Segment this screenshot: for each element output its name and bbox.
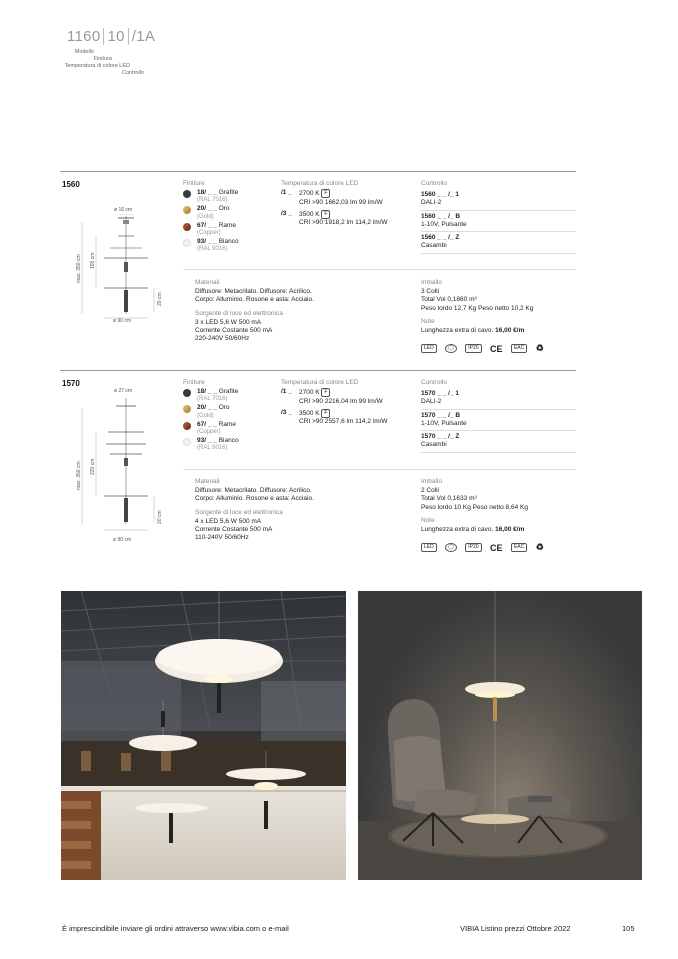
finish-sub: (RAL 7016): [197, 396, 228, 403]
materials-line: Corpo: Alluminio. Rosone e asta: Acciaio.: [195, 495, 314, 503]
source-line: Corrente Costante 500 mA: [195, 326, 273, 334]
materials-line: Diffusore: Metacrilato. Diffusore: Acrilico.: [195, 487, 312, 494]
recycle-icon: ♻: [535, 343, 544, 354]
pack-line: 3 Colli: [421, 288, 440, 295]
color-swatch: [183, 405, 191, 413]
led-title: Temperatura di colore LED: [281, 379, 359, 386]
finish-name: Oro: [218, 205, 230, 213]
dim-diameter-top: ø 27 cm: [114, 388, 133, 394]
footer-catalog: VIBIA Listino prezzi Ottobre 2022: [460, 924, 571, 933]
source-title: Sorgente di luce ed elettronica: [195, 508, 283, 516]
led-badge: LED: [421, 543, 437, 552]
color-swatch: [183, 389, 191, 397]
finish-option[interactable]: [183, 421, 278, 436]
bulb-icon: ◯: [445, 543, 457, 552]
control-desc: Casambi: [421, 441, 447, 449]
finish-name: Bianco: [218, 237, 239, 245]
source-line: 3 x LED 5,6 W 500 mA: [195, 318, 262, 326]
led-temp: 3500 K: [299, 410, 320, 418]
led-spec: CRI >90 2216,04 lm 99 lm/W: [299, 397, 383, 405]
product-model: 1560: [62, 180, 80, 189]
section-divider: [60, 171, 576, 172]
color-swatch: [183, 422, 191, 430]
dim-max-height: max. 350 cm: [76, 254, 82, 283]
control-desc: DALI-2: [421, 199, 442, 207]
led-temp: 2700 K: [299, 389, 320, 397]
control-code: 1570 _ _ /_ B: [421, 411, 461, 419]
finish-code: 18/ _ _: [197, 388, 217, 395]
led-option[interactable]: [281, 210, 416, 228]
finishes-title: Finiture: [183, 379, 205, 386]
color-swatch: [183, 190, 191, 198]
ip-badge: IP20: [465, 543, 481, 552]
led-title: Temperatura di colore LED: [281, 180, 359, 187]
dim-diameter-bottom: ø 90 cm: [113, 537, 132, 543]
dim-bottom: 20 cm: [157, 292, 163, 306]
energy-class-badge: F: [321, 388, 330, 397]
led-code: /3 _: [281, 209, 292, 217]
finish-name: Oro: [218, 404, 230, 412]
finish-sub: (RAL 9016): [197, 445, 228, 452]
finishes-title: Finiture: [183, 180, 205, 187]
recycle-icon: ♻: [535, 542, 544, 553]
led-option[interactable]: [281, 388, 416, 406]
source-line: 4 x LED 5,6 W 500 mA: [195, 517, 262, 525]
finish-name: Bianco: [218, 436, 239, 444]
led-option[interactable]: [281, 409, 416, 427]
color-swatch: [183, 438, 191, 446]
control-option[interactable]: [421, 211, 576, 233]
control-panel: [421, 379, 576, 453]
dim-bottom: 20 cm: [157, 510, 163, 524]
pack-title: Imballo: [421, 279, 442, 286]
led-spec: CRI >90 1662,03 lm 99 lm/W: [299, 198, 383, 206]
finishes-panel: [183, 180, 278, 254]
pack-line: Total Vol 0,1860 m³: [421, 296, 477, 304]
product-model: 1570: [62, 379, 80, 388]
certification-badges: [421, 539, 576, 557]
legend-label: Finitura: [93, 56, 112, 62]
certification-badges: [421, 340, 576, 358]
led-code: /3 _: [281, 408, 292, 416]
finish-code: 93/ _ _: [197, 436, 217, 444]
control-option[interactable]: [421, 189, 576, 211]
armchair-photo: [358, 591, 642, 880]
source-title: Sorgente di luce ed elettronica: [195, 309, 283, 317]
interior-photo-illustration: [61, 591, 346, 880]
finish-option[interactable]: [183, 189, 278, 204]
legend-label: Modello: [74, 49, 94, 55]
footer-note: È imprescindibile inviare gli ordini attraverso www.vibia.com o e-mail: [62, 924, 289, 933]
finish-code: 67/ _ _: [197, 221, 217, 229]
finish-code: 67/ _ _: [197, 420, 217, 428]
packaging-panel: [421, 478, 576, 557]
finish-sub: (RAL 9016): [197, 246, 228, 253]
source-line: 220-240V 50/60Hz: [195, 335, 250, 343]
finish-option[interactable]: [183, 205, 278, 220]
finish-sub: (Gold): [197, 213, 214, 220]
pack-line: Peso lordo 12,7 Kg Peso netto 10,2 Kg: [421, 304, 534, 312]
control-desc: Casambi: [421, 242, 447, 250]
page-number: 105: [622, 924, 635, 933]
finishes-panel: [183, 379, 278, 453]
dim-height: 155 cm: [90, 252, 96, 269]
bulb-icon: ◯: [445, 344, 457, 353]
interior-photo: [61, 591, 346, 880]
control-option[interactable]: [421, 410, 576, 432]
finish-option[interactable]: [183, 238, 278, 253]
code-control: /1A: [131, 28, 156, 45]
dim-diameter-bottom: ø 90 cm: [113, 318, 132, 324]
color-swatch: [183, 206, 191, 214]
led-option[interactable]: [281, 189, 416, 207]
source-line: Corrente Costante 500 mA: [195, 525, 273, 533]
pack-line: 2 Colli: [421, 487, 440, 494]
finish-name: Grafite: [218, 189, 239, 196]
energy-class-badge: F: [321, 210, 330, 219]
armchair-photo-illustration: [358, 591, 642, 880]
finish-code: 20/ _ _: [197, 404, 217, 412]
control-code: 1560 _ _ /_ 1: [421, 191, 459, 198]
led-panel: [281, 180, 416, 228]
energy-class-badge: F: [321, 409, 330, 418]
control-code: 1560 _ _ /_ Z: [421, 234, 460, 242]
source-line: 110-240V 50/60Hz: [195, 534, 249, 542]
control-option[interactable]: [421, 388, 576, 410]
notes-price: 16,00 €/m: [495, 326, 525, 334]
finish-sub: (Gold): [197, 412, 214, 419]
color-swatch: [183, 239, 191, 247]
finish-option[interactable]: [183, 404, 278, 419]
control-title: Controllo: [421, 379, 448, 386]
legend-label: Temperatura di colore LED: [64, 63, 130, 69]
code-model: 1160: [64, 28, 104, 45]
control-panel: [421, 180, 576, 254]
pack-title: Imballo: [421, 478, 442, 485]
finish-code: 93/ _ _: [197, 237, 217, 245]
control-code: 1570 _ _ /_ 1: [421, 390, 459, 397]
ip-badge: IP20: [465, 344, 481, 353]
led-code: /1 _: [281, 388, 292, 395]
finish-sub: (RAL 7016): [197, 197, 228, 204]
finish-sub: (Copper): [197, 229, 221, 236]
finish-option[interactable]: [183, 388, 278, 403]
notes-title: Note: [421, 317, 435, 325]
notes-price: 16,00 €/m: [495, 525, 525, 533]
led-spec: CRI >90 1918,2 lm 114,2 lm/W: [299, 219, 388, 227]
energy-class-badge: F: [321, 189, 330, 198]
dim-max-height: max. 350 cm: [76, 461, 82, 490]
subsection-divider: [183, 269, 576, 270]
led-panel: [281, 379, 416, 427]
pack-line: Total Vol 0,1633 m³: [421, 495, 477, 503]
materials-title: Materiali: [195, 279, 220, 286]
notes-label: Lunghezza extra di cavo.: [421, 326, 494, 334]
control-code: 1560 _ _ /_ B: [421, 212, 461, 220]
dim-diameter-top: ø 16 cm: [114, 207, 133, 213]
led-spec: CRI >90 2557,6 lm 114,2 lm/W: [299, 418, 388, 426]
ce-mark: CE: [490, 343, 503, 354]
control-desc: 1-10V, Pulsante: [421, 220, 467, 228]
code-finish: 10: [104, 28, 128, 45]
pack-line: Peso lordo 10 Kg Peso netto 8,64 Kg: [421, 503, 528, 511]
eac-badge: EAC: [511, 344, 527, 353]
code-example: [64, 28, 158, 45]
finish-sub: (Copper): [197, 428, 221, 435]
control-desc: 1-10V, Pulsante: [421, 419, 467, 427]
finish-code: 18/ _ _: [197, 189, 217, 196]
notes-title: Note: [421, 516, 435, 524]
led-temp: 2700 K: [299, 190, 320, 198]
materials-title: Materiali: [195, 478, 220, 485]
section-divider: [60, 370, 576, 371]
finish-option[interactable]: [183, 437, 278, 452]
finish-name: Grafite: [218, 388, 239, 395]
eac-badge: EAC: [511, 543, 527, 552]
control-title: Controllo: [421, 180, 448, 187]
led-badge: LED: [421, 344, 437, 353]
packaging-panel: [421, 279, 576, 358]
control-desc: DALI-2: [421, 398, 442, 406]
notes-label: Lunghezza extra di cavo.: [421, 525, 494, 533]
control-option[interactable]: [421, 431, 576, 453]
led-temp: 3500 K: [299, 211, 320, 219]
lamp-technical-drawing: [80, 396, 170, 536]
lamp-technical-drawing: [80, 214, 170, 324]
finish-name: Rame: [218, 221, 237, 229]
led-code: /1 _: [281, 189, 292, 196]
materials-line: Diffusore: Metacrilato. Diffusore: Acrilico.: [195, 288, 312, 295]
materials-panel: [195, 478, 415, 542]
finish-option[interactable]: [183, 222, 278, 237]
control-option[interactable]: [421, 232, 576, 254]
materials-panel: [195, 279, 415, 343]
dim-height: 220 cm: [90, 458, 96, 475]
finish-code: 20/ _ _: [197, 205, 217, 213]
ce-mark: CE: [490, 542, 503, 553]
materials-line: Corpo: Alluminio. Rosone e asta: Acciaio.: [195, 296, 314, 304]
finish-name: Rame: [218, 420, 237, 428]
legend-label: Controllo: [121, 70, 144, 76]
color-swatch: [183, 223, 191, 231]
control-code: 1570 _ _ /_ Z: [421, 433, 460, 441]
subsection-divider: [183, 469, 576, 470]
